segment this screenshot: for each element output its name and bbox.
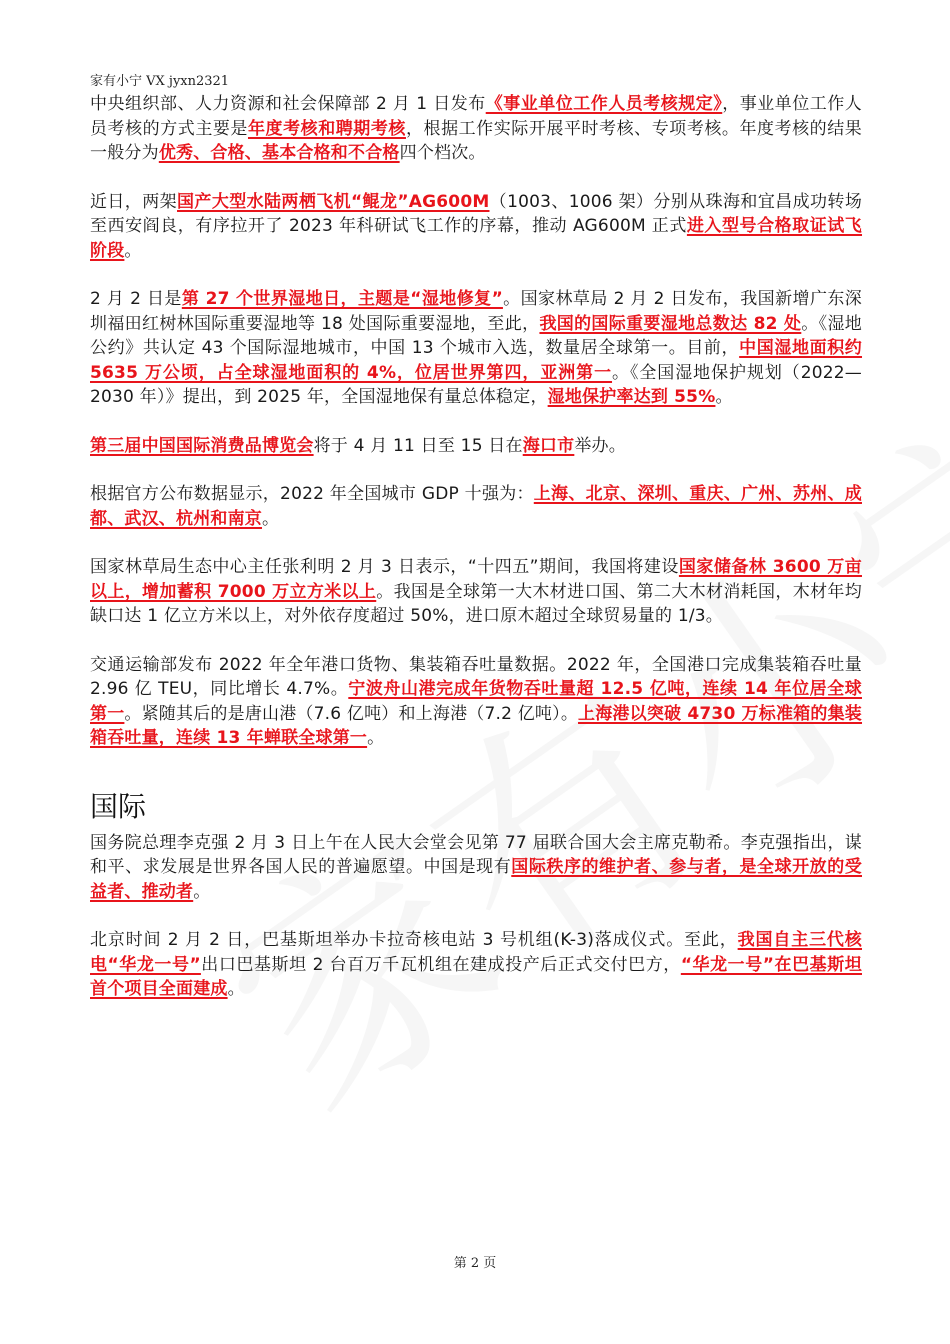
text-span: 。 <box>227 979 245 999</box>
highlighted-text: 年度考核和聘期考核 <box>247 118 406 139</box>
highlighted-text: 《事业单位工作人员考核规定》 <box>485 94 723 114</box>
text-span: 四个档次。 <box>399 143 486 163</box>
highlighted-text: 进入型号合格取证试飞阶段 <box>90 216 863 261</box>
paragraph <box>90 555 862 629</box>
section-international <box>90 831 862 1002</box>
paragraph <box>90 928 862 1002</box>
text-span: 根据官方公布数据显示，2022 年全国城市 GDP 十强为： <box>90 484 534 504</box>
text-span: 。紧随其后的是唐山港（7.6 亿吨）和上海港（7.2 亿吨）。 <box>124 703 579 724</box>
text-span: ，根据工作实际开展平时考核、专项考核。年度考核的结果一般分为 <box>90 118 862 163</box>
highlighted-text: 国家储备林 3600 万亩以上，增加蓄积 7000 万立方米以上 <box>90 557 862 602</box>
paragraph <box>90 482 862 531</box>
text-span: 。 <box>262 508 280 529</box>
text-span: ，事业单位工作人员考核的方式主要是 <box>90 94 862 139</box>
highlighted-text: 国际秩序的维护者、参与者，是全球开放的受益者、推动者 <box>90 857 862 902</box>
text-span: 。《湿地公约》共认定 43 个国际湿地城市，中国 13 个城市入选，数量居全球第一。目前， <box>90 313 862 358</box>
highlighted-text: 第三届中国国际消费品博览会 <box>90 435 314 456</box>
highlighted-text: 湿地保护率达到 55% <box>547 387 716 407</box>
text-span: 中央组织部、人力资源和社会保障部 2 月 1 日发布 <box>90 94 486 114</box>
text-span: 。 <box>715 387 733 407</box>
text-span: 北京时间 2 月 2 日，巴基斯坦举办卡拉奇核电站 3 号机组(K-3)落成仪式。至此， <box>90 930 738 950</box>
highlighted-text: 海口市 <box>522 435 575 456</box>
text-span: 交通运输部发布 2022 年全年港口货物、集装箱吞吐量数据。2022 年，全国港口完成集装箱吞吐量 2.96 亿 TEU，同比增长 4.7%。 <box>90 654 862 699</box>
text-span: 国家林草局生态中心主任张利明 2 月 3 日表示，“十四五”期间，我国将建设 <box>90 557 679 577</box>
paragraph <box>90 831 862 905</box>
highlighted-text: 我国的国际重要湿地总数达 82 处 <box>539 313 802 334</box>
text-span: 将于 4 月 11 日至 15 日在 <box>313 435 523 456</box>
highlighted-text: “华龙一号”在巴基斯坦首个项目全面建成 <box>90 954 862 999</box>
paragraph <box>90 190 862 264</box>
text-span: 出口巴基斯坦 2 台百万千瓦机组在建成投产后正式交付巴方， <box>200 954 681 975</box>
text-span: 。 <box>124 240 142 261</box>
paragraph <box>90 653 862 751</box>
highlighted-text: 上海、北京、深圳、重庆、广州、苏州、成都、武汉、杭州和南京 <box>90 484 862 529</box>
highlighted-text: 国产大型水陆两栖飞机“鲲龙”AG600M <box>177 191 490 212</box>
highlighted-text: 我国自主三代核电“华龙一号” <box>90 930 862 975</box>
highlighted-text: 第 27 个世界湿地日，主题是“湿地修复” <box>181 289 503 309</box>
text-span: （1003、1006 架）分别从珠海和宜昌成功转场至西安阎良，有序拉开了 2023 年科研试飞工作的序幕，推动 AG600M 正式 <box>90 191 863 236</box>
text-span: 近日，两架 <box>90 191 178 212</box>
document-body <box>90 92 862 1026</box>
paragraph <box>90 92 862 166</box>
highlighted-text: 中国湿地面积约 5635 万公顷，占全球湿地面积的 4%，位居世界第四，亚洲第一 <box>90 338 863 383</box>
text-span: 。国家林草局 2 月 2 日发布，我国新增广东深圳福田红树林国际重要湿地等 18 处国际重要湿地，至此， <box>90 289 862 334</box>
text-span: 。我国是全球第一大木材进口国、第二大木材消耗国，木材年均缺口达 1 亿立方米以上，对外依存度超过 50%，进口原木超过全球贸易量的 1/3。 <box>90 581 862 626</box>
text-span: 。 <box>193 881 211 902</box>
text-span: 举办。 <box>574 435 626 456</box>
text-span: 。《全国湿地保护规划（2022—2030 年）》提出，到 2025 年，全国湿地保有量总体稳定， <box>90 362 862 407</box>
section-domestic <box>90 92 862 751</box>
paragraph <box>90 434 862 459</box>
page-header: 家有小宁 VX jyxn2321 <box>90 74 230 89</box>
text-span: 国务院总理李克强 2 月 3 日上午在人民大会堂会见第 77 届联合国大会主席克勒希。李克强指出，谋和平、求发展是世界各国人民的普遍愿望。中国是现有 <box>90 832 862 877</box>
highlighted-text: 优秀、合格、基本合格和不合格 <box>158 143 400 163</box>
highlighted-text: 宁波舟山港完成年货物吞吐量超 12.5 亿吨，连续 14 年位居全球第一 <box>90 679 862 724</box>
page-footer: 第 2 页 <box>453 1256 497 1271</box>
highlighted-text: 上海港以突破 4730 万标准箱的集装箱吞吐量，连续 13 年蝉联全球第一 <box>90 703 863 748</box>
text-span: 2 月 2 日是 <box>90 289 182 309</box>
text-span: 。 <box>367 728 385 748</box>
paragraph <box>90 287 862 410</box>
section-title-international: 国际 <box>90 789 147 823</box>
